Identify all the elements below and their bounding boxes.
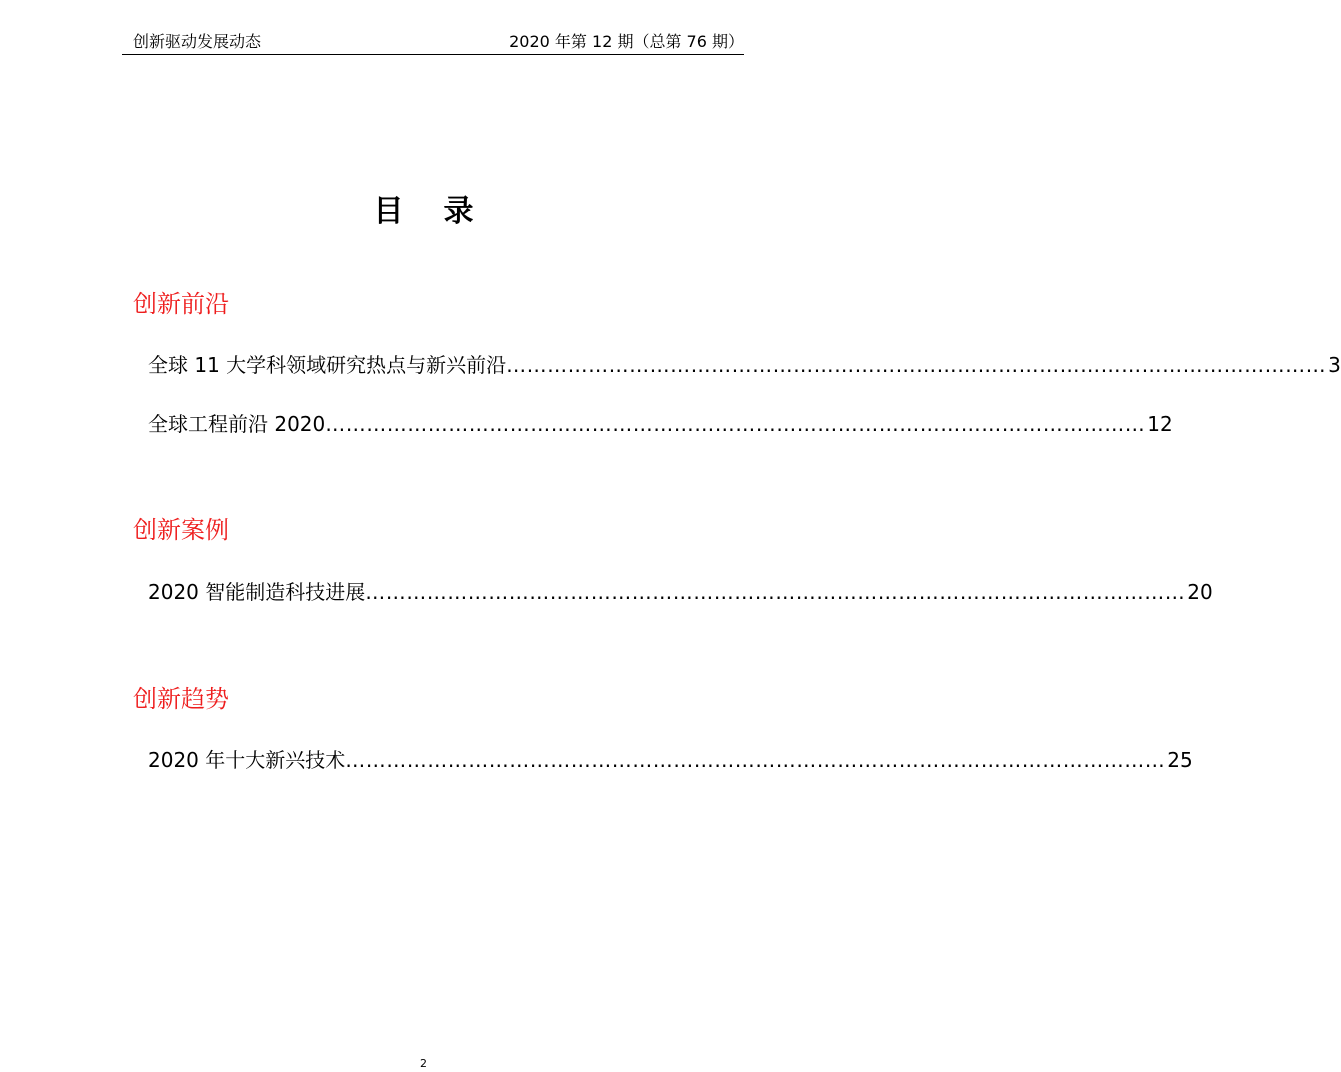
toc-entry-title: 2020 年十大新兴技术	[148, 748, 346, 772]
toc-entry-page: 20	[1187, 580, 1213, 604]
toc-entry-title: 2020 智能制造科技进展	[148, 580, 366, 604]
section-heading-trends: 创新趋势	[133, 685, 229, 713]
toc-entry-page: 25	[1167, 748, 1193, 772]
toc-entry[interactable]	[148, 351, 1341, 379]
dot-leader: …………………………………………………………………………………………………………	[325, 412, 1146, 436]
toc-entry-page: 12	[1147, 412, 1173, 436]
toc-entry-page: 3	[1328, 353, 1341, 377]
section-heading-cases: 创新案例	[133, 516, 229, 544]
dot-leader: …………………………………………………………………………………………………………	[506, 353, 1327, 377]
toc-entry[interactable]	[148, 746, 1193, 774]
toc-entry-title: 全球 11 大学科领域研究热点与新兴前沿	[148, 353, 507, 377]
toc-entry[interactable]	[148, 410, 1173, 438]
toc-entry[interactable]	[148, 578, 1213, 606]
dot-leader: …………………………………………………………………………………………………………	[345, 748, 1166, 772]
header-issue-info: 2020 年第 12 期（总第 76 期）	[509, 32, 744, 51]
section-heading-frontier: 创新前沿	[133, 290, 229, 318]
toc-entry-title: 全球工程前沿 2020	[148, 412, 326, 436]
header-divider	[122, 54, 744, 55]
toc-title: 目录	[373, 194, 514, 229]
header-publication-name: 创新驱动发展动态	[133, 32, 262, 51]
page-number: 2	[420, 1057, 427, 1070]
dot-leader: …………………………………………………………………………………………………………	[365, 580, 1186, 604]
